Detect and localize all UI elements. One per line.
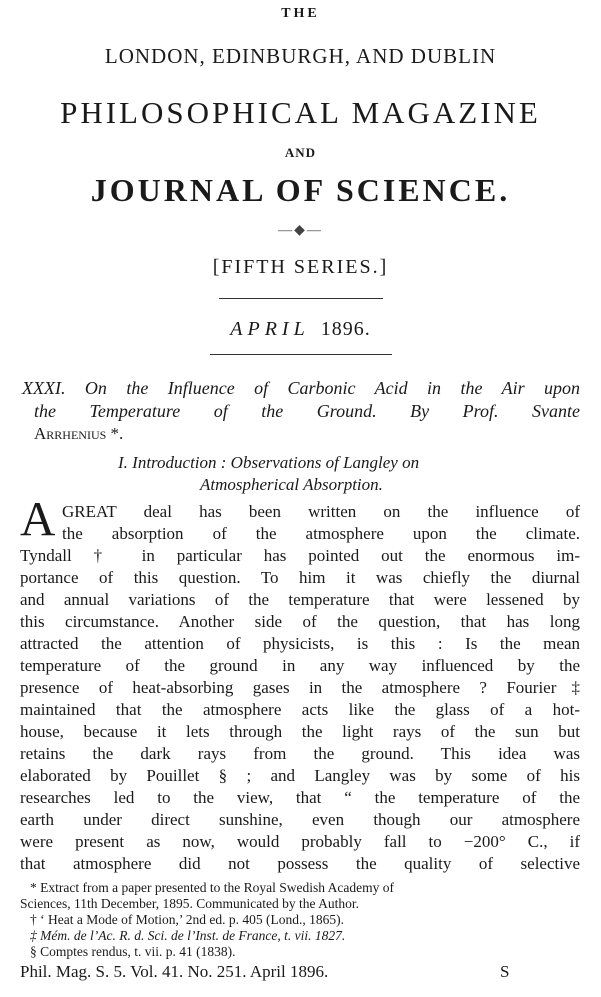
body-line: maintained that the atmosphere acts like the glass of a hot- <box>20 700 580 719</box>
body-line: attracted the attention of physicists, is this : Is the mean <box>20 634 580 653</box>
body-line: GREAT deal has been written on the influence of <box>62 502 580 521</box>
masthead-place-line: LONDON, EDINBURGH, AND DUBLIN <box>104 44 497 68</box>
issue-date <box>0 318 601 341</box>
body-line: researches led to the view, that “ the temperature of the <box>20 788 580 807</box>
issue-month: APRIL <box>230 318 310 340</box>
article-heading-line1: XXXI. On the Influence of Carbonic Acid in the Air upon <box>22 378 580 398</box>
issue-year: 1896. <box>320 318 371 340</box>
body-line: were present as now, would probably fall to −200° C., if <box>20 832 580 851</box>
masthead-title-line1: PHILOSOPHICAL MAGAZINE <box>60 95 541 130</box>
article-heading-line2: the Temperature of the Ground. By Prof. Svante <box>34 401 580 421</box>
rule-bottom <box>210 354 392 355</box>
ornament-divider: —◆— <box>278 223 323 238</box>
masthead-title-line2: JOURNAL OF SCIENCE. <box>90 172 511 208</box>
body-line: earth under direct sunshine, even though our atmosphere <box>20 810 580 829</box>
drop-cap: A <box>20 491 56 546</box>
section-heading-line1: I. Introduction : Observations of Langley on <box>118 453 420 472</box>
masthead-the: THE <box>281 6 320 21</box>
footer-citation: Phil. Mag. S. 5. Vol. 41. No. 251. April 1896. <box>20 962 329 981</box>
body-line: elaborated by Pouillet § ; and Langley was by some of his <box>20 766 580 785</box>
body-line: presence of heat-absorbing gases in the atmosphere ? Fourier‡ <box>20 678 580 697</box>
section-heading-line2: Atmospherical Absorption. <box>200 475 383 494</box>
article-heading-line3: Arrhenius *. <box>34 424 124 443</box>
body-line: temperature of the ground in any way influenced by the <box>20 656 580 675</box>
footnote: * Extract from a paper presented to the Royal Swedish Academy of <box>30 880 395 895</box>
body-line: and annual variations of the temperature that were lessened by <box>20 590 580 609</box>
body-line: the absorption of the atmosphere upon the climate. <box>62 524 580 543</box>
body-line: that atmosphere did not possess the quality of selective <box>20 854 580 873</box>
body-line: retains the dark rays from the ground. This idea was <box>20 744 580 763</box>
body-line: portance of this question. To him it was chiefly the diurnal <box>20 568 580 587</box>
signature-mark: S <box>500 962 510 981</box>
footnote: † ‘ Heat a Mode of Motion,’ 2nd ed. p. 405 (Lond., 1865). <box>30 912 344 927</box>
series-label: [FIFTH SERIES.] <box>212 256 389 278</box>
rule-top <box>219 298 383 299</box>
masthead-and: AND <box>284 145 317 160</box>
footnote: Sciences, 11th December, 1895. Communicated by the Author. <box>20 896 360 911</box>
footnote: § Comptes rendus, t. vii. p. 41 (1838). <box>30 944 236 959</box>
body-line: Tyndall † in particular has pointed out the enormous im- <box>20 546 580 565</box>
footnote: ‡ Mém. de l’Ac. R. d. Sci. de l’Inst. de France, t. vii. 1827. <box>30 928 346 943</box>
body-line: this circumstance. Another side of the question, that has long <box>20 612 580 631</box>
body-line: house, because it lets through the light rays of the sun but <box>20 722 580 741</box>
